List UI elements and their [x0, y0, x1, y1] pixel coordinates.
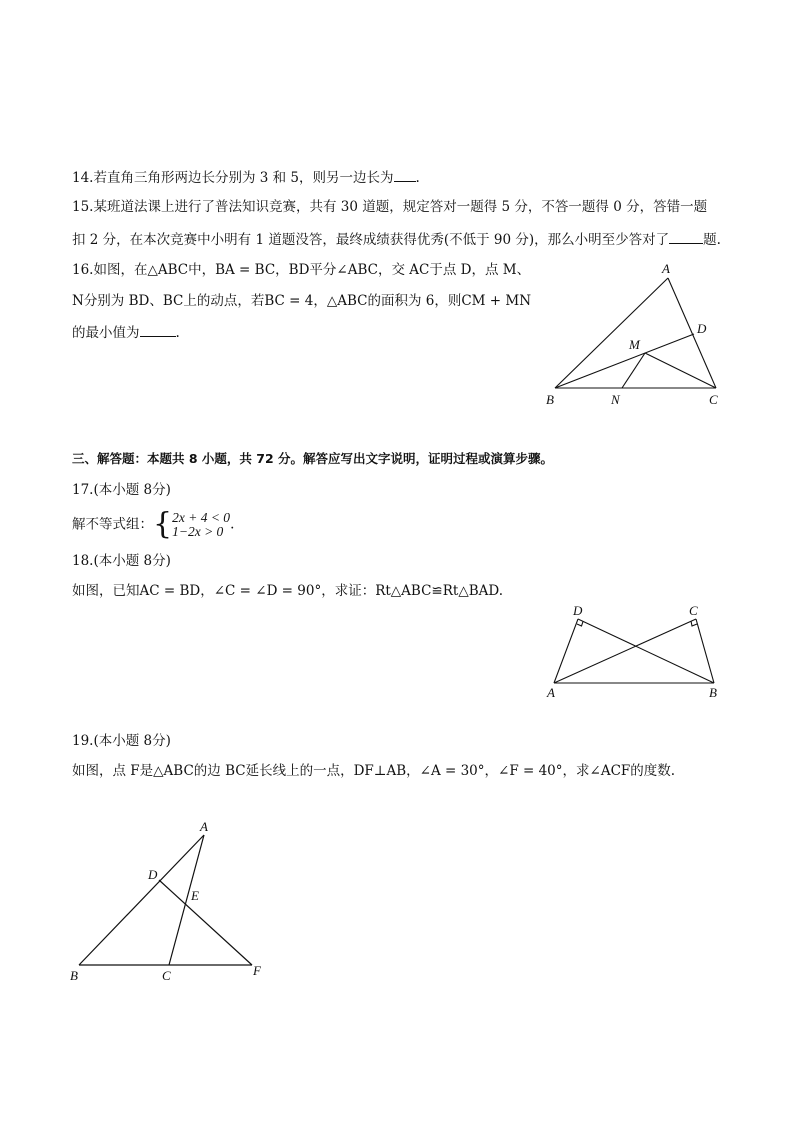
label-n: N [611, 392, 620, 407]
inequality-2: 1−2x > 0 [172, 523, 224, 539]
label-c: C [162, 968, 171, 983]
question-14-text: 14.若直角三角形两边长分别为 3 和 5，则另一边长为 [72, 170, 394, 186]
question-16-line-2: N分别为 BD、BC上的动点，若BC = 4，△ABC的面积为 6，则CM + MN [72, 293, 532, 309]
question-15-line-1: 15.某班道法课上进行了普法知识竞赛，共有 30 道题，规定答对一题得 5 分，不答一题得 0 分，答错一题 [72, 199, 708, 215]
label-f: F [253, 963, 261, 978]
label-d: D [148, 867, 158, 882]
section-heading: 三、解答题：本题共 8 小题，共 72 分。解答应写出文字说明，证明过程或演算步骤。 [72, 451, 554, 466]
label-a: A [200, 819, 208, 834]
question-16-text: 的最小值为 [72, 325, 140, 341]
question-19-text: 如图，点 F是△ABC的边 BC延长线上的一点，DF⊥AB，∠A = 30°，∠F = 40°，求∠ACF的度数. [72, 763, 676, 779]
question-17-title: 17.(本小题 8分) [72, 482, 171, 498]
question-16-line-1: 16.如图，在△ABC中，BA = BC，BD平分∠ABC，交 AC于点 D，点 M、 [72, 262, 531, 278]
question-18-title: 18.(本小题 8分) [72, 553, 171, 569]
label-c: C [709, 392, 718, 407]
label-d: D [573, 603, 583, 618]
label-c: C [689, 603, 698, 618]
label-a: A [547, 685, 555, 700]
label-d: D [697, 321, 707, 336]
label-b: B [546, 392, 554, 407]
question-15-text: 扣 2 分，在本次竞赛中小明有 1 道题没答，最终成绩获得优秀(不低于 90 分)，那么小明至少答对了 [72, 232, 670, 248]
question-14-end: . [415, 170, 420, 186]
label-b: B [70, 968, 78, 983]
question-15-end: 题. [703, 232, 721, 248]
question-19-title: 19.(本小题 8分) [72, 733, 171, 749]
question-16-end: . [175, 325, 180, 341]
inequality-1: 2x + 4 < 0 [172, 509, 231, 525]
question-17-prompt: 解不等式组： [72, 516, 153, 533]
label-a: A [662, 261, 670, 276]
question-18-text: 如图，已知AC = BD，∠C = ∠D = 90°，求证：Rt△ABC≌Rt△BAD. [72, 583, 504, 599]
left-brace: { [153, 506, 173, 542]
label-m: M [629, 337, 640, 352]
label-e: E [191, 888, 199, 903]
question-17-end: . [230, 516, 235, 533]
label-b: B [709, 685, 717, 700]
